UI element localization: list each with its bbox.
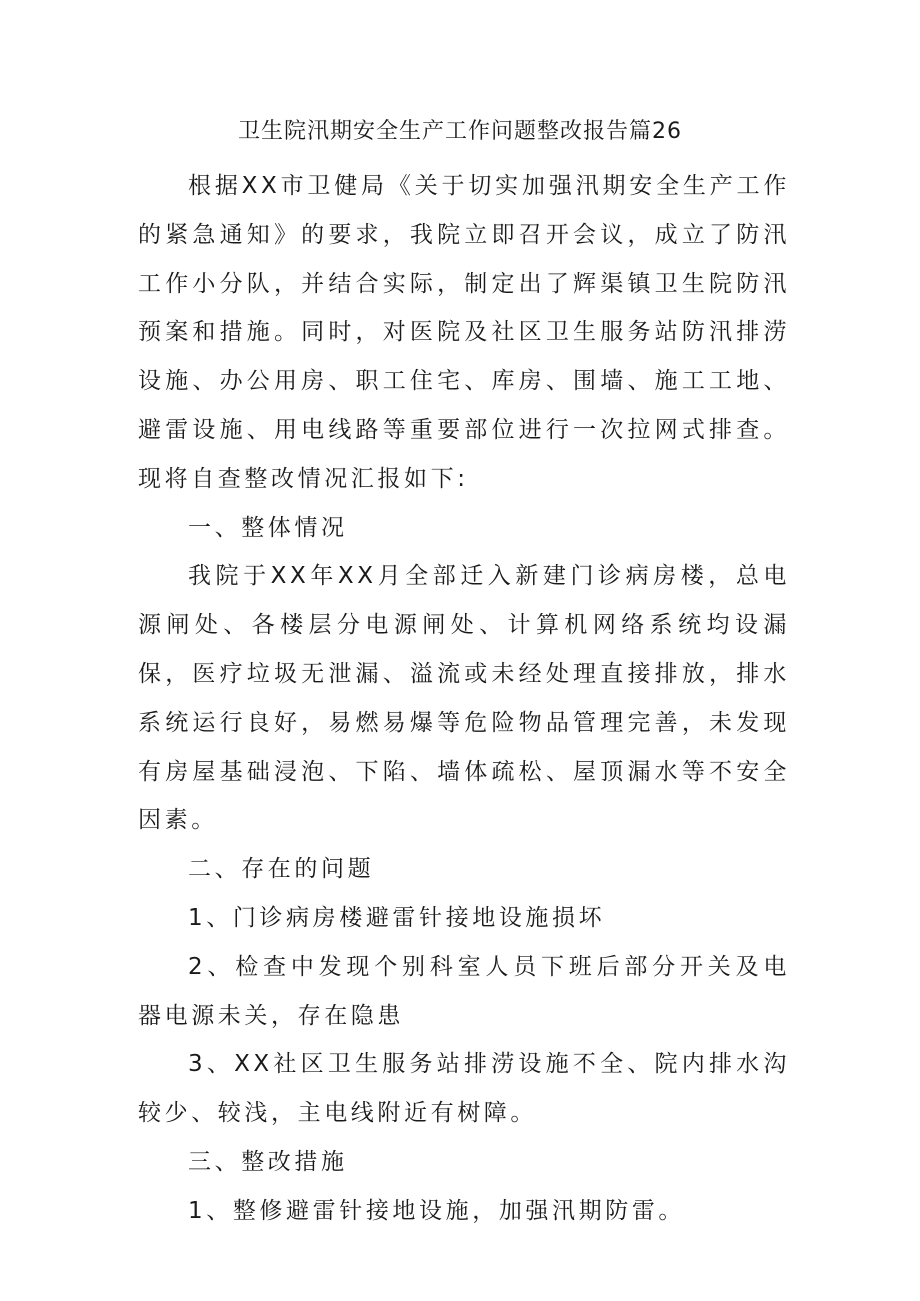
document-title: 卫生院汛期安全生产工作问题整改报告篇26: [238, 119, 682, 144]
problem-item: 1、门诊病房楼避雷针接地设施损坏: [188, 904, 606, 931]
problem-item: 3、XX社区卫生服务站排涝设施不全、院内排水沟较少、较浅，主电线附近有树障。: [138, 1051, 790, 1127]
section-heading-problems: 二、存在的问题: [188, 856, 375, 883]
measure-item: 1、整修避雷针接地设施，加强汛期防雷。: [188, 1197, 686, 1224]
problem-item: 2、检查中发现个别科室人员下班后部分开关及电器电源未关，存在隐患: [138, 953, 790, 1029]
section-heading-measures: 三、整改措施: [188, 1148, 348, 1175]
section-heading-overall: 一、整体情况: [188, 514, 348, 541]
document-body: [138, 162, 790, 1236]
intro-paragraph: 根据XX市卫健局《关于切实加强汛期安全生产工作的紧急通知》的要求，我院立即召开会议，成立了防汛工作小分队，并结合实际，制定出了辉渠镇卫生院防汛预案和措施。同时，对医院及社区卫生服务站防汛排涝设施、办公用房、职工住宅、库房、围墙、施工工地、避雷设施、用电线路等重要部位进行一次拉网式排查。现将自查整改情况汇报如下:: [138, 173, 790, 492]
overall-paragraph: 我院于XX年XX月全部迁入新建门诊病房楼，总电源闸处、各楼层分电源闸处、计算机网络系统均设漏保，医疗垃圾无泄漏、溢流或未经处理直接排放，排水系统运行良好，易燃易爆等危险物品管理完善，未发现有房屋基础浸泡、下陷、墙体疏松、屋顶漏水等不安全因素。: [138, 563, 790, 834]
